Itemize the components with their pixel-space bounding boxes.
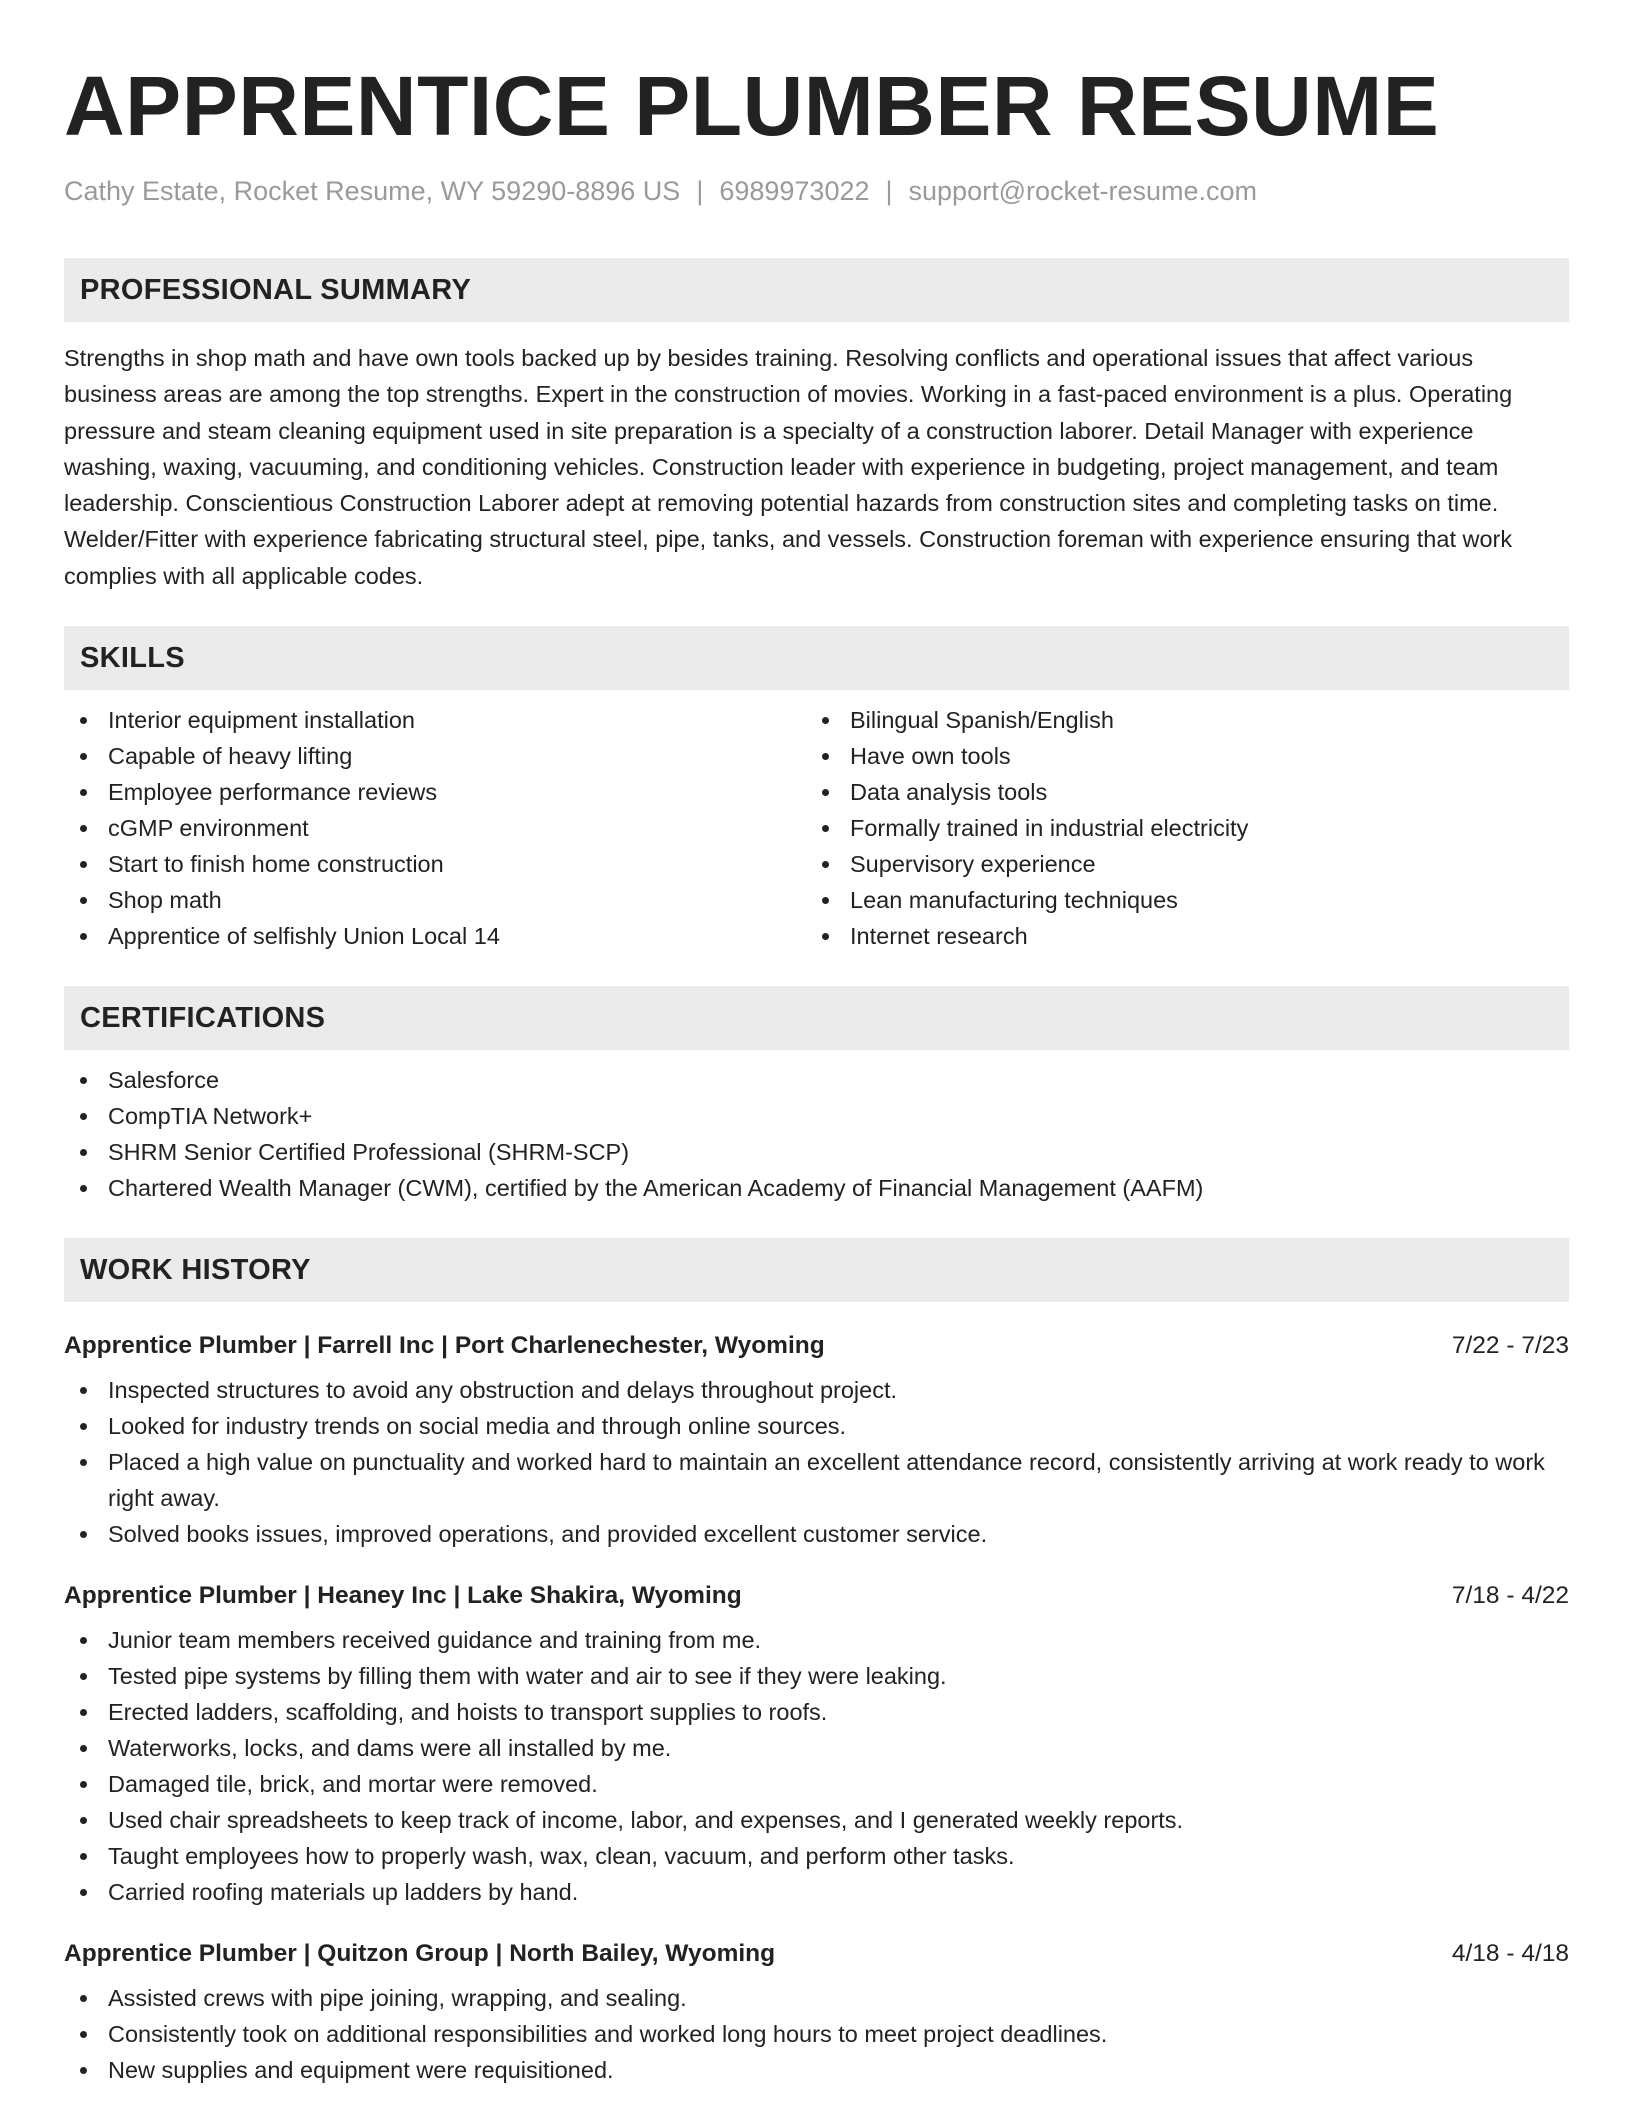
certifications-section	[64, 986, 1569, 1206]
skills-column-left	[64, 702, 806, 954]
certification-item: Chartered Wealth Manager (CWM), certified by the American Academy of Financial Management (AAFM)	[64, 1170, 1569, 1206]
job-dates: 7/22 - 7/23	[1451, 1332, 1569, 1360]
skill-item: Bilingual Spanish/English	[806, 702, 1569, 738]
job-bullet: Consistently took on additional responsibilities and worked long hours to meet project deadlines.	[64, 2016, 1569, 2052]
skill-item: Apprentice of selfishly Union Local 14	[64, 918, 806, 954]
contact-line	[64, 174, 1569, 208]
job-bullet: Inspected structures to avoid any obstruction and delays throughout project.	[64, 1372, 1569, 1408]
job-bullet: New supplies and equipment were requisitioned.	[64, 2052, 1569, 2088]
job-bullet: Damaged tile, brick, and mortar were removed.	[64, 1766, 1569, 1802]
skill-item: Lean manufacturing techniques	[806, 882, 1569, 918]
skills-heading: SKILLS	[64, 626, 1569, 690]
job-bullet: Junior team members received guidance and training from me.	[64, 1622, 1569, 1658]
skill-item: Have own tools	[806, 738, 1569, 774]
certification-item: SHRM Senior Certified Professional (SHRM-SCP)	[64, 1134, 1569, 1170]
job-dates: 7/18 - 4/22	[1451, 1582, 1569, 1610]
job-title: Apprentice Plumber | Farrell Inc | Port Charlenechester, Wyoming	[64, 1332, 825, 1360]
skill-item: Start to finish home construction	[64, 846, 806, 882]
skill-item: Internet research	[806, 918, 1569, 954]
job-entry	[64, 1578, 1569, 1910]
skills-grid	[64, 702, 1569, 954]
skill-item: Formally trained in industrial electricity	[806, 810, 1569, 846]
resume-page	[64, 0, 1569, 2088]
job-bullet: Erected ladders, scaffolding, and hoists to transport supplies to roofs.	[64, 1694, 1569, 1730]
job-bullet: Solved books issues, improved operations, and provided excellent customer service.	[64, 1516, 1569, 1552]
work-history-section	[64, 1238, 1569, 2088]
job-header	[64, 1936, 1569, 1972]
summary-section	[64, 258, 1569, 594]
skill-item: Employee performance reviews	[64, 774, 806, 810]
work-history-heading: WORK HISTORY	[64, 1238, 1569, 1302]
certifications-heading: CERTIFICATIONS	[64, 986, 1569, 1050]
skills-column-right	[806, 702, 1569, 954]
certification-item: CompTIA Network+	[64, 1098, 1569, 1134]
contact-address: Cathy Estate, Rocket Resume, WY 59290-8896 US	[64, 176, 681, 206]
job-bullet: Waterworks, locks, and dams were all installed by me.	[64, 1730, 1569, 1766]
skill-item: Interior equipment installation	[64, 702, 806, 738]
job-bullet: Assisted crews with pipe joining, wrapping, and sealing.	[64, 1980, 1569, 2016]
job-dates: 4/18 - 4/18	[1451, 1940, 1569, 1968]
job-title: Apprentice Plumber | Heaney Inc | Lake Shakira, Wyoming	[64, 1582, 742, 1610]
contact-separator: |	[885, 176, 893, 206]
job-entry	[64, 1936, 1569, 2088]
job-title: Apprentice Plumber | Quitzon Group | North Bailey, Wyoming	[64, 1940, 776, 1968]
job-entry	[64, 1328, 1569, 1552]
resume-title: APPRENTICE PLUMBER RESUME	[64, 59, 1440, 153]
job-bullet: Looked for industry trends on social media and through online sources.	[64, 1408, 1569, 1444]
skill-item: Data analysis tools	[806, 774, 1569, 810]
job-header	[64, 1578, 1569, 1614]
job-bullet: Taught employees how to properly wash, wax, clean, vacuum, and perform other tasks.	[64, 1838, 1569, 1874]
contact-separator: |	[696, 176, 704, 206]
job-bullet: Tested pipe systems by filling them with water and air to see if they were leaking.	[64, 1658, 1569, 1694]
job-bullet: Placed a high value on punctuality and worked hard to maintain an excellent attendance record, consistently arriving at work ready to work right away.	[64, 1444, 1569, 1516]
skill-item: Supervisory experience	[806, 846, 1569, 882]
summary-text: Strengths in shop math and have own tools backed up by besides training. Resolving conflicts and operational issues that affect various business areas are among the top strengths. Expert in the construction of movies. Working in a fast-paced environment is a plus. Operating pressure and steam cleaning equipment used in site preparation is a specialty of a construction laborer. Detail Manager with experience washing, waxing, vacuuming, and conditioning vehicles. Construction leader with experience in budgeting, project management, and team leadership. Conscientious Construction Laborer adept at removing potential hazards from construction sites and completing tasks on time. Welder/Fitter with experience fabricating structural steel, pipe, tanks, and vessels. Construction foreman with experience ensuring that work complies with all applicable codes.	[64, 345, 1513, 589]
job-bullet: Carried roofing materials up ladders by hand.	[64, 1874, 1569, 1910]
contact-email: support@rocket-resume.com	[908, 176, 1258, 206]
skill-item: Shop math	[64, 882, 806, 918]
summary-heading: PROFESSIONAL SUMMARY	[64, 258, 1569, 322]
job-bullet: Used chair spreadsheets to keep track of income, labor, and expenses, and I generated weekly reports.	[64, 1802, 1569, 1838]
contact-phone: 6989973022	[719, 176, 870, 206]
job-header	[64, 1328, 1569, 1364]
skill-item: cGMP environment	[64, 810, 806, 846]
skills-section	[64, 626, 1569, 954]
certification-item: Salesforce	[64, 1062, 1569, 1098]
skill-item: Capable of heavy lifting	[64, 738, 806, 774]
